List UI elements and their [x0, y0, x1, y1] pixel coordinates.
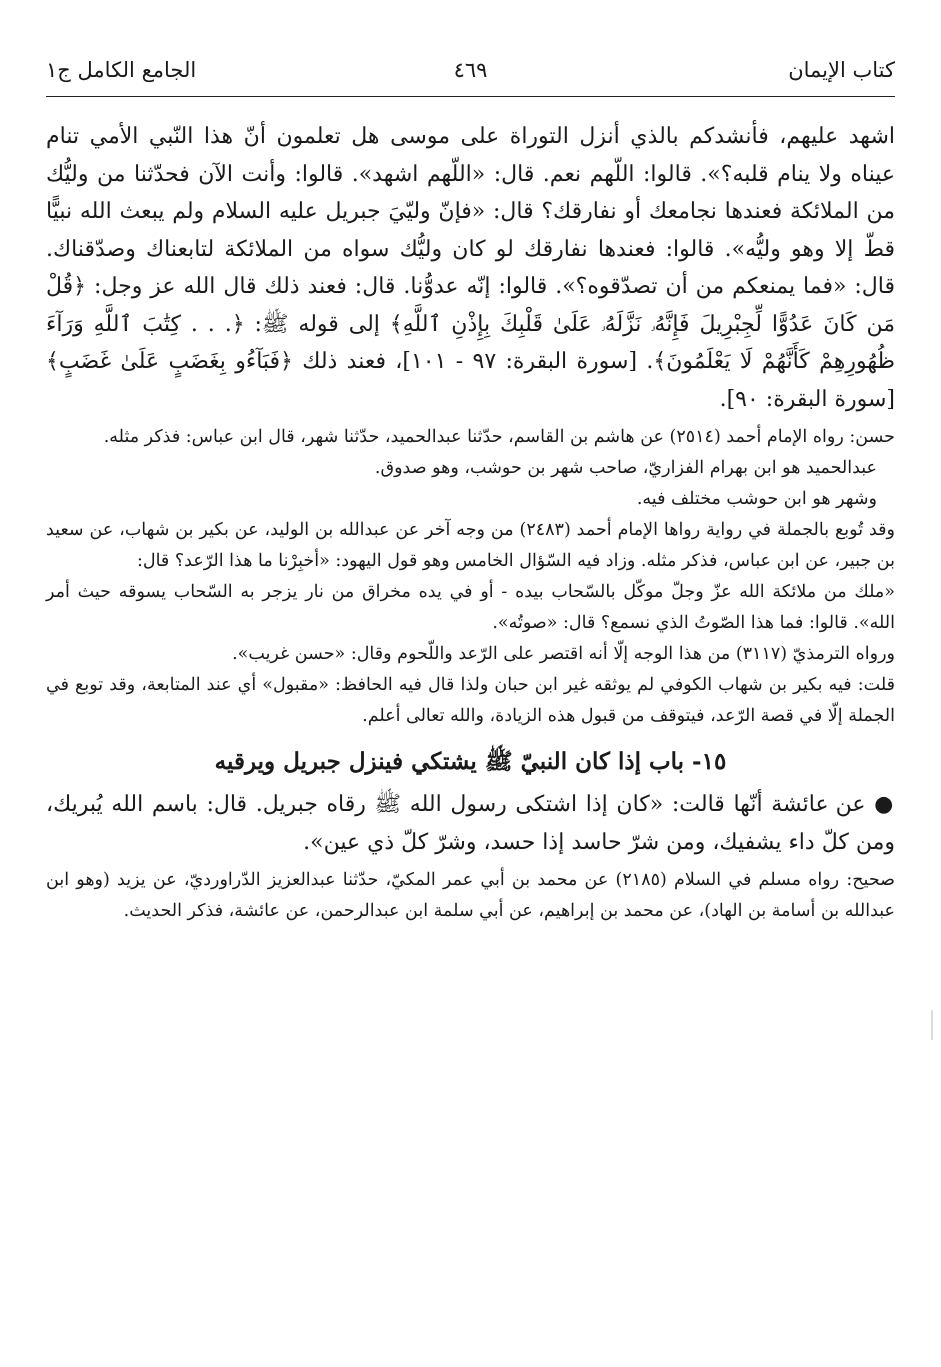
chapter-heading: ١٥- باب إذا كان النبيّ ﷺ يشتكي فينزل جبريل ويرقيه [214, 748, 727, 775]
narrator-note: عبدالحميد هو ابن بهرام الفزاريّ، صاحب شهر بن حوشب، وهو صدوق. [374, 458, 877, 478]
page-body [46, 118, 895, 927]
bullet-icon: ● [874, 791, 896, 817]
main-paragraph: اشهد عليهم، فأنشدكم بالذي أنزل التوراة على موسى هل تعلمون أنّ هذا النّبي الأمي تنام عيناه ولا ينام قلبه؟». قالوا: اللّهم نعم. قال: «اللّهم اشهد». قالوا: وأنت الآن فحدّثنا من وليُّك من الملائكة فعندها نجامعك أو نفارقك؟ قال: «فإنّ وليّيَ جبريل عليه السلام ولم يبعث الله نبيًّا قطّ إلا وهو وليُّه». قالوا: فعندها نفارقك لو كان وليُّك سواه من الملائكة لتابعناك وصدّقناك. قال: «فما يمنعكم من أن تصدّقوه؟». قالوا: إنّه عدوُّنا. قال: فعند ذلك قال الله عز وجل: ﴿قُلْ مَن كَانَ عَدُوًّا لِّجِبْرِيلَ فَإِنَّهُۥ نَزَّلَهُۥ عَلَىٰ قَلْبِكَ بِإِذْنِ ٱللَّهِ﴾ إلى قوله ﷺ: ﴿. . . كِتَٰبَ ٱللَّهِ وَرَآءَ ظُهُورِهِمْ كَأَنَّهُمْ لَا يَعْلَمُونَ﴾. [سورة البقرة: ٩٧ - ١٠١]، فعند ذلك ﴿فَبَآءُو بِغَضَبٍ عَلَىٰ غَضَبٍ﴾ [سورة البقرة: ٩٠]. [46, 124, 895, 412]
narrator-note: وشهر هو ابن حوشب مختلف فيه. [636, 489, 877, 509]
running-header [46, 50, 895, 94]
supporting-chain-note: وقد تُوبع بالجملة في رواية رواها الإمام أحمد (٢٤٨٣) من وجه آخر عن عبدالله بن الوليد، عن بكير بن شهاب، عن سعيد بن جبير، عن ابن عباس، فذكر مثله. وزاد فيه السّؤال الخامس وهو قول اليهود: «أخبِرْنا ما هذا الرّعد؟ قال: [46, 520, 895, 571]
book-title: كتاب الإيمان [788, 58, 895, 82]
grading-note: حسن: رواه الإمام أحمد (٢٥١٤) عن هاشم بن القاسم، حدّثنا عبدالحميد، حدّثنا شهر، قال ابن عباس: فذكر مثله. [103, 427, 895, 447]
header-divider [46, 96, 895, 97]
hadith-text: عن عائشة أنّها قالت: «كان إذا اشتكى رسول الله ﷺ رقاه جبريل. قال: باسم الله يُبريك، ومن كلّ داء يشفيك، ومن شرّ حاسد إذا حسد، وشرّ كلّ ذي عين». [46, 792, 895, 855]
page-number: ٤٦٩ [453, 58, 488, 82]
quoted-narration: «ملك من ملائكة الله عزّ وجلّ موكّل بالسّحاب بيده - أو في يده مخراق من نار يزجر به السّحاب يسوقه حيث أمر الله». قالوا: فما هذا الصّوتُ الذي نسمع؟ قال: «صوتُه». [46, 582, 895, 633]
final-grading-note: صحيح: رواه مسلم في السلام (٢١٨٥) عن محمد بن أبي عمر المكيّ، حدّثنا عبدالعزيز الدّراورديّ، عن يزيد (وهو ابن عبدالله بن أسامة بن الهاد)، عن محمد بن إبراهيم، عن أبي سلمة ابن عبدالرحمن، عن عائشة، فذكر الحديث. [46, 870, 895, 921]
hadith-paragraph [46, 786, 895, 861]
margin-mark [931, 1010, 933, 1040]
author-comment: قلت: فيه بكير بن شهاب الكوفي لم يوثقه غير ابن حبان ولذا قال فيه الحافظ: «مقبول» أي عند المتابعة، وقد توبع في الجملة إلّا في قصة الرّعد، فيتوقف من قبول هذه الزيادة، والله تعالى أعلم. [46, 675, 895, 726]
tirmidhi-note: ورواه الترمذيّ (٣١١٧) من هذا الوجه إلّا أنه اقتصر على الرّعد واللّحوم وقال: «حسن غريب». [232, 644, 895, 664]
collection-title: الجامع الكامل ج١ [46, 58, 197, 82]
